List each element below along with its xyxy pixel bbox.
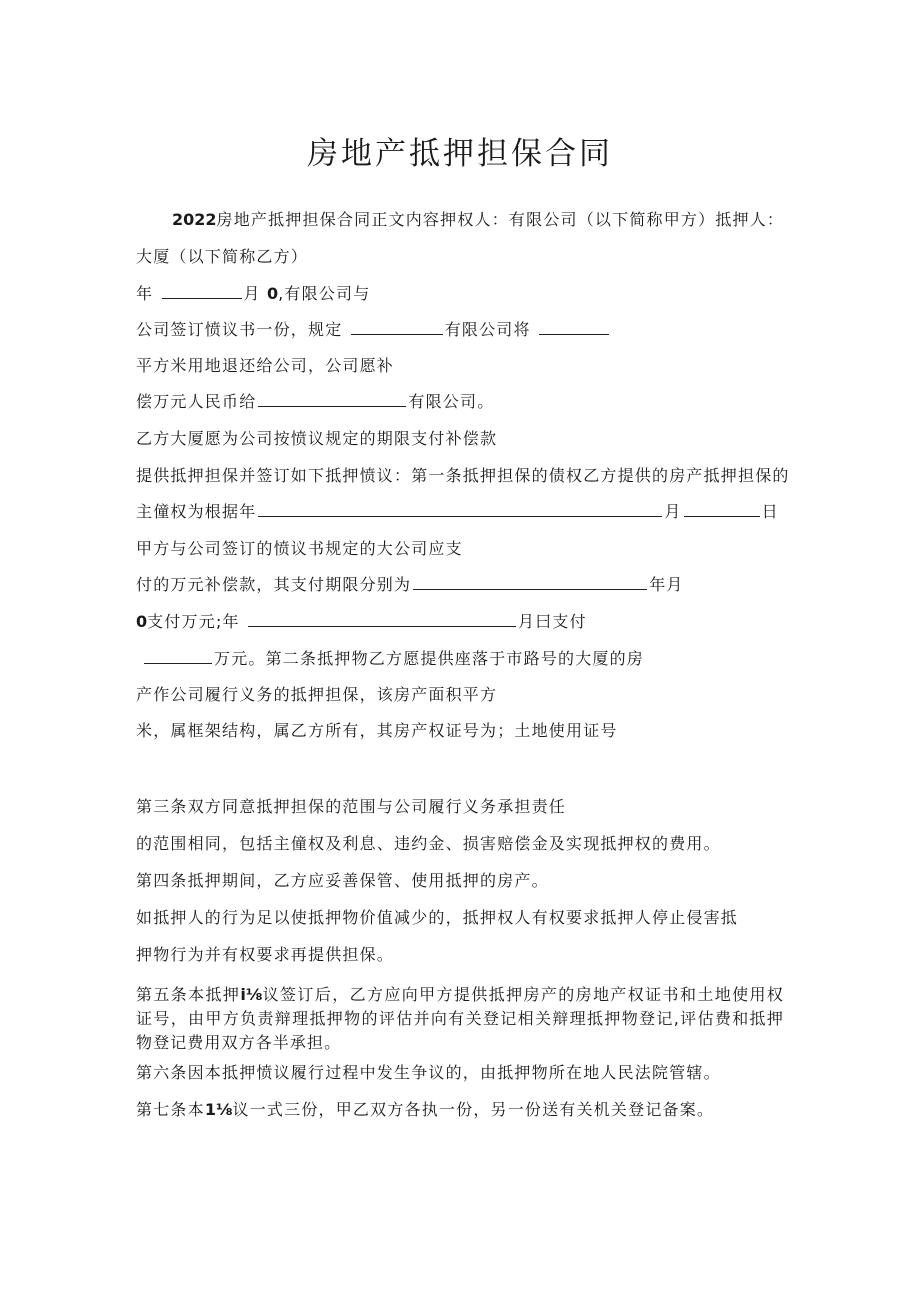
text-line-19: 如抵押人的行为足以使抵押物价值减少的，抵押权人有权要求抵押人停止侵害抵 [136, 908, 739, 927]
text-line-20: 押物行为并有权要求再提供担保。 [136, 945, 395, 964]
text-line-5: 平方米用地退还给公司，公司愿补 [136, 356, 395, 375]
blank-field[interactable] [258, 501, 662, 517]
text-line-17: 的范围相同，包括主僮权及利息、违约金、损害赔偿金及实现抵押权的费用。 [136, 834, 721, 853]
text-line-22: 第六条因本抵押愤议履行过程中发生争议的，由抵押物所在地人民法院管辖。 [136, 1063, 721, 1082]
text-line-2: 大厦（以下简称乙方） [136, 247, 309, 266]
text-line-4: 公司签订愤议书一份，规定 有限公司将 [136, 319, 611, 341]
text-line-13: 万元。第二条抵押物乙方愿提供座落于市路号的大厦的房 [136, 648, 644, 670]
blank-field[interactable] [144, 648, 212, 664]
text-line-18: 第四条抵押期间，乙方应妥善保管、使用抵押的房产。 [136, 871, 549, 890]
text-line-16: 第三条双方同意抵押担保的范围与公司履行义务承担责任 [136, 797, 567, 816]
text-line-14: 产作公司履行义务的抵押担保，该房产面积平方 [136, 685, 498, 704]
text-line-3: 年 月 0,有限公司与 [136, 284, 371, 303]
paragraph-article-5: 第五条本抵押i⅛议签订后，乙方应向甲方提供抵押房产的房地产权证书和土地使用权证号，由甲方负责辩理抵押物的评估并向有关登记相关辩理抵押物登记,评估费和抵押物登记费用双方各半承担。 [136, 985, 784, 1052]
text-line-12: 0支付万元;年 月曰支付 [136, 612, 587, 631]
blank-field[interactable] [684, 501, 760, 517]
text-line-11: 付的万元补偿款，其支付期限分别为 年月 [136, 575, 684, 594]
text-line-8: 提供抵押担保并签订如下抵押愤议：第一条抵押担保的债权乙方提供的房产抵押担保的 [136, 466, 790, 485]
blank-field[interactable] [413, 574, 647, 590]
text-line-9: 主僮权为根据年 月 日 [136, 502, 779, 521]
blank-field[interactable] [258, 391, 406, 407]
document-title: 房地产抵押担保合同 [307, 136, 613, 172]
text-line-6: 偿万元人民币给 有限公司。 [136, 392, 495, 411]
blank-field[interactable] [539, 319, 609, 335]
blank-field[interactable] [162, 283, 242, 299]
blank-field[interactable] [248, 611, 516, 627]
blank-field[interactable] [351, 319, 443, 335]
text-line-7: 乙方大厦愿为公司按愤议规定的期限支付补偿款 [136, 429, 498, 448]
text-line-1: 2022房地产抵押担保合同正文内容押权人：有限公司（以下简称甲方）抵押人： [172, 210, 785, 229]
text-line-23: 第七条本1⅛议一式三份，甲乙双方各执一份，另一份送有关机关登记备案。 [136, 1100, 715, 1119]
text-line-15: 米，属框架结构，属乙方所有，其房产权证号为；土地使用证号 [136, 721, 618, 740]
text-line-10: 甲方与公司签订的愤议书规定的大公司应支 [136, 539, 463, 558]
